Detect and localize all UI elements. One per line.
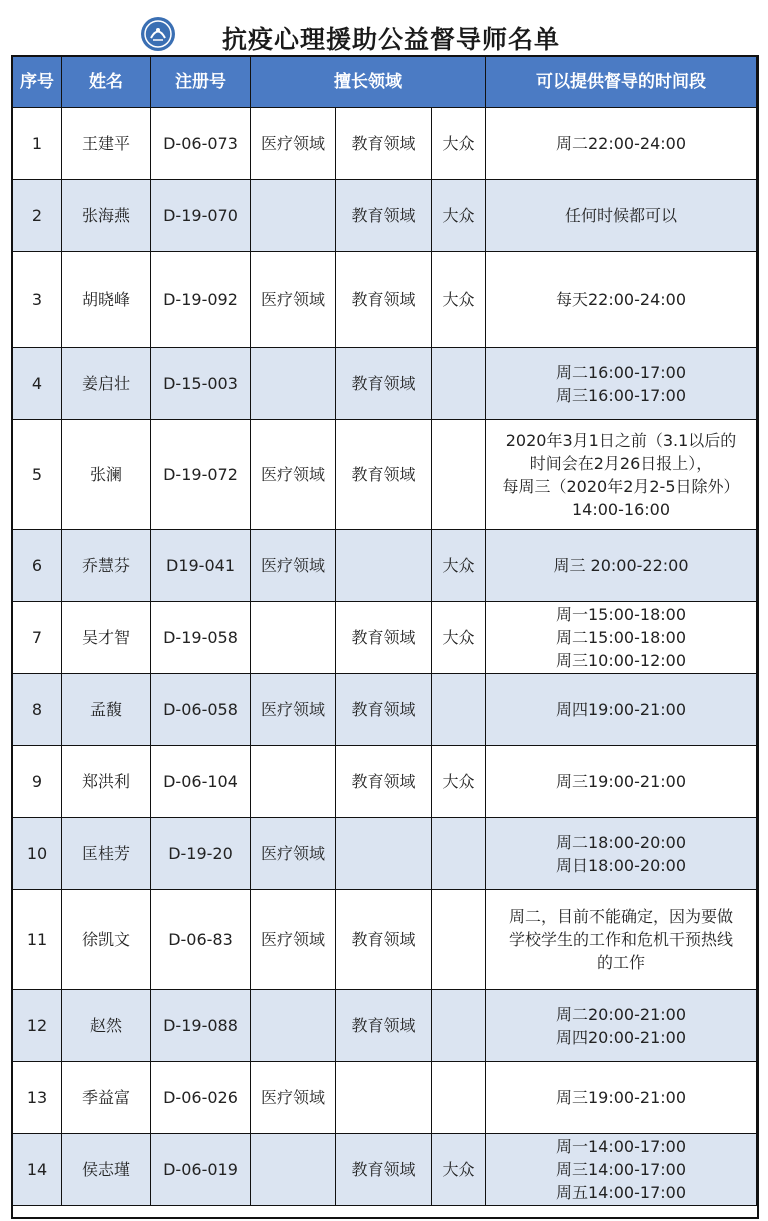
cell-reg: D-19-088 (151, 990, 251, 1062)
cell-education: 教育领域 (336, 890, 432, 990)
cell-time (486, 818, 757, 890)
time-line: 周三10:00-12:00 (556, 651, 686, 670)
header-reg: 注册号 (151, 57, 251, 108)
time-line: 的工作 (596, 953, 645, 972)
time-line: 周一14:00-17:00 (556, 1137, 686, 1156)
cell-education: 教育领域 (336, 990, 432, 1062)
table-row (13, 818, 757, 890)
cell-index: 10 (13, 818, 62, 890)
cell-time (486, 180, 757, 252)
cell-medical: 医疗领域 (251, 1062, 336, 1134)
cell-public (432, 420, 486, 530)
time-line: 周三16:00-17:00 (556, 385, 686, 405)
time-line: 周四19:00-21:00 (556, 700, 686, 719)
cell-reg: D-15-003 (151, 348, 251, 420)
table-row (13, 674, 757, 746)
cell-reg: D-19-058 (151, 602, 251, 674)
cell-name: 徐凯文 (62, 890, 151, 990)
cell-medical: 医疗领域 (251, 818, 336, 890)
table-row (13, 602, 757, 674)
header-domain: 擅长领域 (251, 57, 486, 108)
cell-reg: D-06-104 (151, 746, 251, 818)
cell-public (432, 818, 486, 890)
time-line: 周二18:00-20:00 (556, 832, 686, 852)
cell-education: 教育领域 (336, 746, 432, 818)
cell-reg: D-19-070 (151, 180, 251, 252)
cell-medical: 医疗领域 (251, 530, 336, 602)
cell-medical (251, 1134, 336, 1206)
cell-name: 姜启壮 (62, 348, 151, 420)
table-row (13, 252, 757, 348)
cell-name: 张海燕 (62, 180, 151, 252)
cell-index: 14 (13, 1134, 62, 1206)
time-line: 任何时候都可以 (564, 206, 677, 225)
time-line: 周二16:00-17:00 (556, 362, 686, 382)
cell-name: 郑洪利 (62, 746, 151, 818)
table-header-row (13, 57, 757, 108)
cell-medical: 医疗领域 (251, 890, 336, 990)
time-line: 周日18:00-20:00 (556, 855, 686, 875)
page-title: 抗疫心理援助公益督导师名单 (222, 25, 561, 54)
time-line: 14:00-16:00 (572, 499, 670, 519)
time-line: 周四20:00-21:00 (556, 1027, 686, 1047)
cell-reg: D-06-83 (151, 890, 251, 990)
cell-medical: 医疗领域 (251, 420, 336, 530)
cell-index: 8 (13, 674, 62, 746)
time-line: 周二，目前不能确定，因为要做 (508, 907, 733, 926)
cell-index: 6 (13, 530, 62, 602)
cell-index: 9 (13, 746, 62, 818)
table-row (13, 1062, 757, 1134)
table-row (13, 890, 757, 990)
cell-index: 13 (13, 1062, 62, 1134)
cell-name: 张澜 (62, 420, 151, 530)
cell-reg: D-06-073 (151, 108, 251, 180)
table-row (13, 1134, 757, 1206)
cell-time (486, 252, 757, 348)
table-row (13, 348, 757, 420)
cell-public (432, 990, 486, 1062)
cell-public: 大众 (432, 602, 486, 674)
header-name: 姓名 (62, 57, 151, 108)
cell-public: 大众 (432, 1134, 486, 1206)
cell-medical: 医疗领域 (251, 252, 336, 348)
table-row (13, 420, 757, 530)
time-line: 周三14:00-17:00 (556, 1160, 686, 1179)
cell-reg: D-19-072 (151, 420, 251, 530)
time-line: 时间会在2月26日报上）， (529, 453, 713, 473)
cell-reg: D-06-058 (151, 674, 251, 746)
time-line: 每周三（2020年2月2-5日除外） (502, 476, 740, 496)
cell-public: 大众 (432, 530, 486, 602)
cell-medical (251, 180, 336, 252)
cell-index: 12 (13, 990, 62, 1062)
cell-index: 3 (13, 252, 62, 348)
time-line: 周三19:00-21:00 (556, 772, 686, 791)
time-line: 周二15:00-18:00 (556, 628, 686, 647)
cell-education: 教育领域 (336, 108, 432, 180)
time-line: 2020年3月1日之前（3.1以后的 (505, 430, 737, 450)
header-index: 序号 (13, 57, 62, 108)
cell-time (486, 1062, 757, 1134)
time-line: 周二20:00-21:00 (556, 1004, 686, 1024)
cell-name: 孟馥 (62, 674, 151, 746)
cell-index: 4 (13, 348, 62, 420)
cell-name: 季益富 (62, 1062, 151, 1134)
page-header (0, 0, 768, 56)
cell-reg: D19-041 (151, 530, 251, 602)
cell-education: 教育领域 (336, 180, 432, 252)
time-line: 周三 20:00-22:00 (553, 556, 689, 575)
cell-medical: 医疗领域 (251, 108, 336, 180)
table-row (13, 990, 757, 1062)
table-row (13, 530, 757, 602)
cell-name: 吴才智 (62, 602, 151, 674)
cell-time (486, 746, 757, 818)
table-row (13, 746, 757, 818)
supervisor-table (12, 56, 757, 1206)
cell-medical (251, 348, 336, 420)
table-row (13, 180, 757, 252)
cell-public: 大众 (432, 746, 486, 818)
cell-education (336, 530, 432, 602)
cell-time (486, 990, 757, 1062)
cell-time (486, 420, 757, 530)
cell-education: 教育领域 (336, 420, 432, 530)
association-logo-icon (140, 16, 176, 52)
cell-time (486, 1134, 757, 1206)
cell-education: 教育领域 (336, 1134, 432, 1206)
cell-name: 匡桂芳 (62, 818, 151, 890)
header-time: 可以提供督导的时间段 (486, 57, 757, 108)
cell-public: 大众 (432, 108, 486, 180)
cell-public (432, 348, 486, 420)
cell-reg: D-19-092 (151, 252, 251, 348)
cell-medical: 医疗领域 (251, 674, 336, 746)
cell-index: 7 (13, 602, 62, 674)
cell-education (336, 1062, 432, 1134)
cell-reg: D-19-20 (151, 818, 251, 890)
cell-public: 大众 (432, 180, 486, 252)
cell-name: 乔慧芬 (62, 530, 151, 602)
cell-reg: D-06-026 (151, 1062, 251, 1134)
cell-public (432, 890, 486, 990)
cell-index: 5 (13, 420, 62, 530)
cell-name: 侯志瑾 (62, 1134, 151, 1206)
cell-education: 教育领域 (336, 674, 432, 746)
time-line: 周二22:00-24:00 (556, 134, 686, 153)
time-line: 学校学生的工作和危机干预热线 (508, 930, 733, 949)
table-row (13, 108, 757, 180)
time-line: 周五14:00-17:00 (556, 1183, 686, 1202)
cell-time (486, 108, 757, 180)
cell-public (432, 674, 486, 746)
cell-index: 2 (13, 180, 62, 252)
cell-education: 教育领域 (336, 602, 432, 674)
cell-name: 赵然 (62, 990, 151, 1062)
cell-time (486, 348, 757, 420)
cell-name: 胡晓峰 (62, 252, 151, 348)
cell-medical (251, 602, 336, 674)
cell-medical (251, 746, 336, 818)
table-body (13, 108, 757, 1206)
time-line: 周一15:00-18:00 (556, 605, 686, 624)
cell-time (486, 674, 757, 746)
cell-education: 教育领域 (336, 252, 432, 348)
cell-time (486, 890, 757, 990)
cell-time (486, 602, 757, 674)
cell-medical (251, 990, 336, 1062)
cell-public: 大众 (432, 252, 486, 348)
cell-time (486, 530, 757, 602)
cell-education: 教育领域 (336, 348, 432, 420)
cell-index: 1 (13, 108, 62, 180)
time-line: 每天22:00-24:00 (556, 290, 686, 309)
cell-public (432, 1062, 486, 1134)
cell-education (336, 818, 432, 890)
cell-reg: D-06-019 (151, 1134, 251, 1206)
cell-name: 王建平 (62, 108, 151, 180)
time-line: 周三19:00-21:00 (556, 1088, 686, 1107)
cell-index: 11 (13, 890, 62, 990)
